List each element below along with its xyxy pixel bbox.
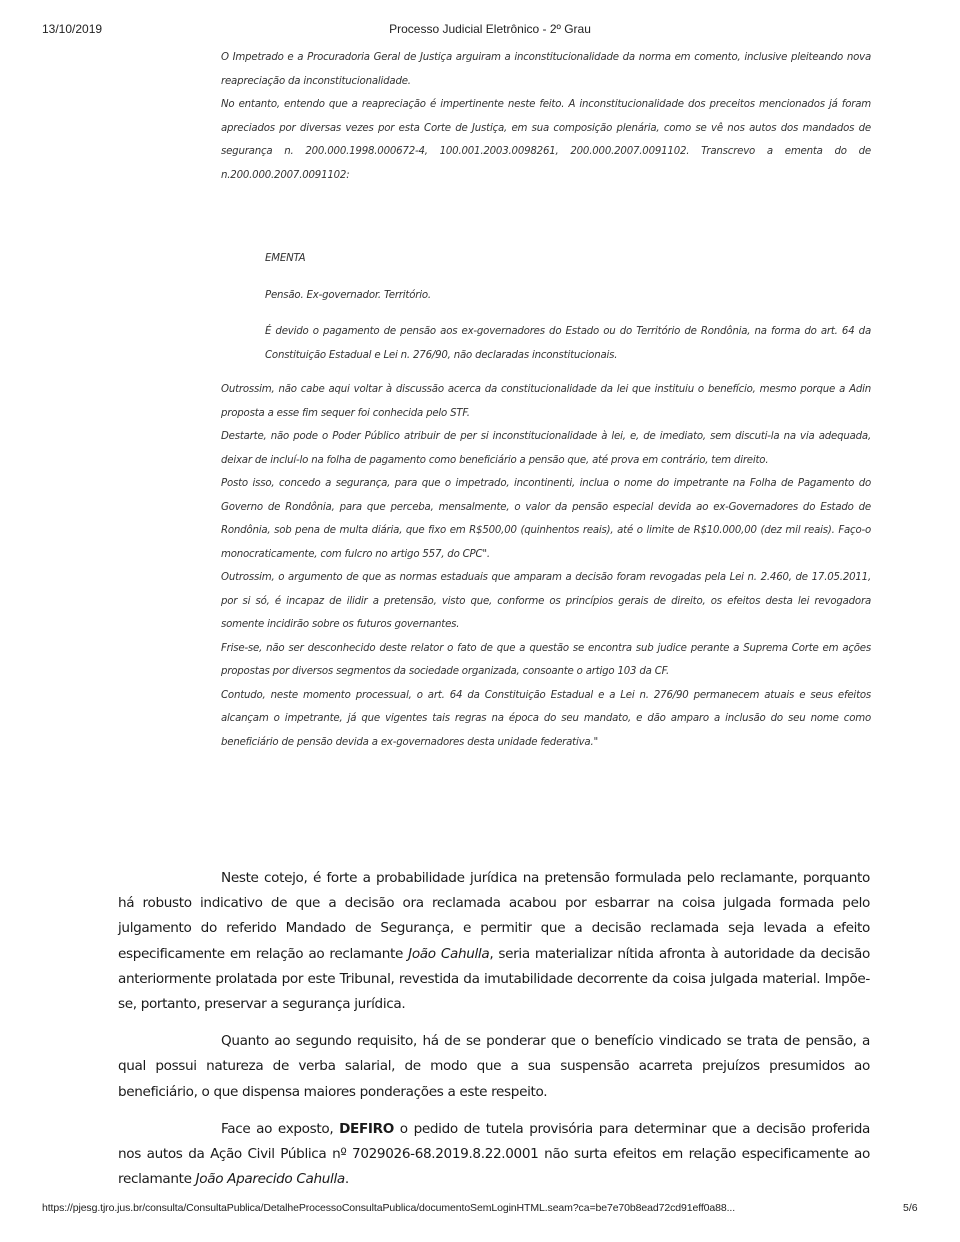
ementa-text: É devido o pagamento de pensão aos ex-governadores do Estado ou do Território de Rondônia, na forma do art. 64 da Constituição Estadual e Lei n. 276/90, não declaradas inconstitucionais.: [265, 326, 871, 361]
ementa-block: [265, 247, 871, 367]
ementa-subject: Pensão. Ex-governador. Território.: [265, 289, 431, 301]
page-title: Processo Judicial Eletrônico - 2º Grau: [389, 22, 591, 36]
claimant-name: João Cahulla: [408, 945, 490, 962]
quote-paragraph: O Impetrado e a Procuradoria Geral de Justiça arguiram a inconstitucionalidade da norma em comento, inclusive pleiteando nova reapreciação da inconstitucionalidade.: [221, 52, 871, 87]
quote-paragraph: Frise-se, não ser desconhecido deste relator o fato de que a questão se encontra sub judice perante a Suprema Corte em ações propostas por diversos segmentos da sociedade organizada, consoante o artigo 103 da CF.: [221, 642, 871, 677]
decision-body: [118, 866, 870, 1204]
quote-paragraph: No entanto, entendo que a reapreciação é impertinente neste feito. A inconstitucionalidade dos preceitos mencionados já foram apreciados por diversas vezes por esta Corte de Justiça, em sua composição plenária, como se vê nos autos dos mandados de segurança n. 200.000.1998.000672-4, 100.001.2003.0098261, 200.000.2007.0091102. Transcrevo a ementa do de n.200.000.2007.0091102:: [221, 99, 871, 181]
quote-paragraph: Outrossim, não cabe aqui voltar à discussão acerca da constitucionalidade da lei que instituiu o benefício, mesmo porque a Adin proposta a esse fim sequer foi conhecida pelo STF.: [221, 384, 871, 419]
quote-paragraph: Destarte, não pode o Poder Público atribuir de per si inconstitucionalidade à lei, e, de imediato, sem discuti-la na via adequada, deixar de incluí-lo na folha de pagamento como beneficiário a pensão que, até prova em contrário, tem direito.: [221, 431, 871, 466]
body-paragraph: Face ao exposto, DEFIRO o pedido de tutela provisória para determinar que a decisão proferida nos autos da Ação Civil Pública nº 7029026-68.2019.8.22.0001 não surta efeitos em relação especificamente ao reclamante João Aparecido Cahulla.: [118, 1120, 870, 1188]
quote-paragraph: Contudo, neste momento processual, o art. 64 da Constituição Estadual e a Lei n. 276/90 permanecem atuais e seus efeitos alcançam o impetrante, já que vigentes tais regras na época do seu mandato, e dão amparo a inclusão do seu nome como beneficiário de pensão devida a ex-governadores desta unidade federativa.": [221, 689, 871, 748]
ementa-heading: EMENTA: [265, 253, 306, 264]
ruling-keyword: DEFIRO: [339, 1120, 394, 1137]
quoted-passage-top: [221, 46, 871, 187]
document-url[interactable]: https://pjesg.tjro.jus.br/consulta/ConsultaPublica/DetalheProcessoConsultaPublica/documentoSemLoginHTML.seam?ca=be7e70b8ead72cd91eff0a88...: [42, 1202, 736, 1214]
body-paragraph: Quanto ao segundo requisito, há de se ponderar que o benefício vindicado se trata de pensão, a qual possui natureza de verba salarial, de modo que a sua suspensão acarreta prejuízos presumidos ao beneficiário, o que dispensa maiores ponderações a este respeito.: [118, 1033, 870, 1100]
quote-paragraph: Outrossim, o argumento de que as normas estaduais que amparam a decisão foram revogadas pela Lei n. 2.460, de 17.05.2011, por si só, é incapaz de ilidir a pretensão, visto que, conforme os princípios gerais de direito, os efeitos desta lei revogadora somente incidirão sobre os futuros governantes.: [221, 572, 871, 630]
claimant-full-name: João Aparecido Cahulla: [195, 1171, 345, 1188]
page-number: 5/6: [903, 1202, 918, 1214]
print-date: 13/10/2019: [42, 22, 103, 36]
body-paragraph: Neste cotejo, é forte a probabilidade jurídica na pretensão formulada pelo reclamante, porquanto há robusto indicativo de que a decisão ora reclamada acabou por esbarrar na coisa julgada formada pelo julgamento do referido Mandado de Segurança, e permitir que a decisão reclamada seja levada a efeito especificamente em relação ao reclamante João Cahulla, seria materializar nítida afronta à autoridade da decisão anteriormente prolatada por este Tribunal, revestida da imutabilidade decorrente da coisa julgada material. Impõe-se, portanto, preservar a segurança jurídica.: [118, 870, 870, 1013]
quoted-passage-bottom: [221, 378, 871, 754]
quote-paragraph: Posto isso, concedo a segurança, para que o impetrado, incontinenti, inclua o nome do impetrante na Folha de Pagamento do Governo de Rondônia, para que perceba, mensalmente, o valor da pensão especial devida ao ex-Governadores do Estado de Rondônia, sob pena de multa diária, que fixo em R$500,00 (quinhentos reais), até o limite de R$10.000,00 (dez mil reais). Faço-o monocraticamente, com fulcro no artigo 557, do CPC".: [221, 478, 871, 560]
